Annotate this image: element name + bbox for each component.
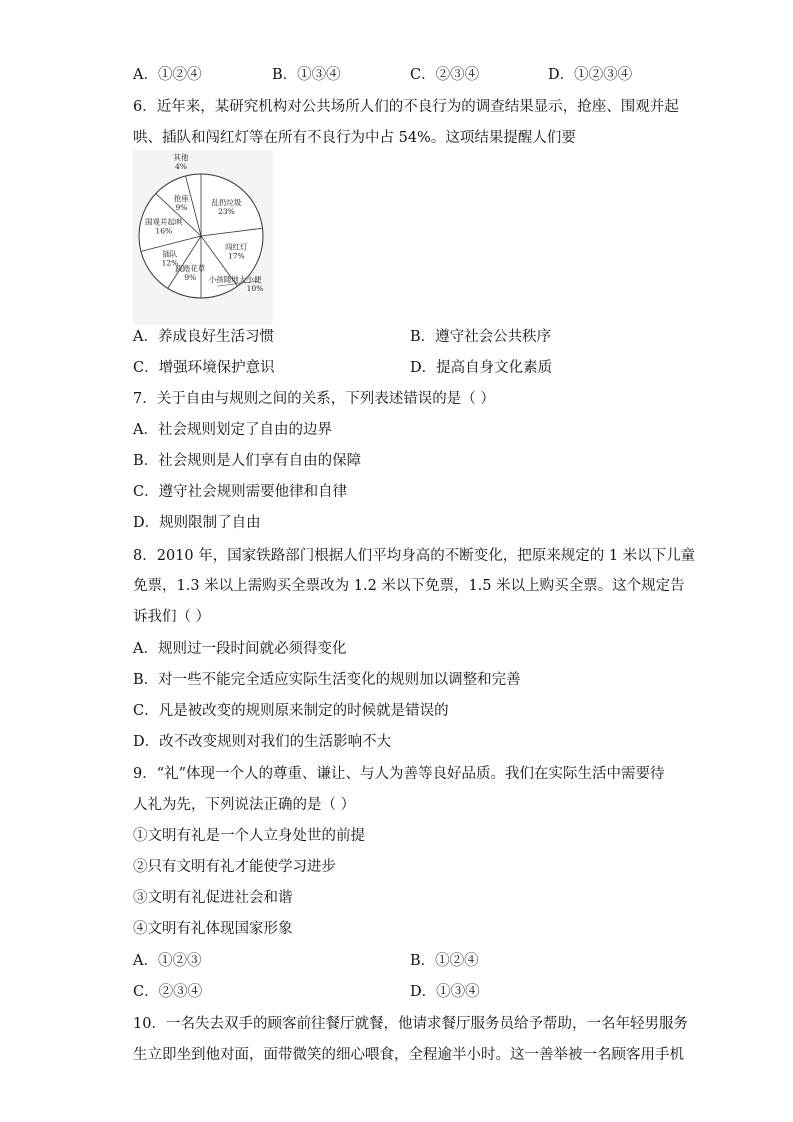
pie-value-label: 17% bbox=[227, 251, 245, 261]
q7-stem: 7．关于自由与规则之间的关系，下列表述错误的是（ ） bbox=[133, 391, 495, 407]
pie-value-label: 23% bbox=[218, 207, 235, 217]
pie-category-label: 插队 bbox=[162, 249, 178, 259]
q9-statement-2: ②只有文明有礼才能使学习进步 bbox=[133, 859, 336, 875]
pie-value-label: 10% bbox=[246, 284, 264, 293]
pie-chart-svg bbox=[133, 150, 273, 325]
pie-value-label: 9% bbox=[175, 202, 188, 212]
q10-stem-line1: 10．一名失去双手的顾客前往餐厅就餐，他请求餐厅服务员给予帮助，一名年轻男服务 bbox=[133, 1016, 688, 1032]
pie-category-label: 其他 bbox=[173, 153, 189, 162]
q9-statement-1: ①文明有礼是一个人立身处世的前提 bbox=[133, 828, 365, 844]
q6-option-d[interactable]: D．提高自身文化素质 bbox=[410, 360, 553, 376]
pie-category-label: 围观并起哄 bbox=[145, 217, 183, 227]
q7-option-d[interactable]: D．规则限制了自由 bbox=[133, 515, 261, 531]
pie-value-label: 12% bbox=[161, 258, 179, 268]
q9-option-b[interactable]: B．①②④ bbox=[410, 953, 479, 969]
q6-option-a[interactable]: A．养成良好生活习惯 bbox=[133, 329, 274, 345]
pie-category-label: 抢座 bbox=[173, 193, 189, 203]
q8-option-c[interactable]: C．凡是被改变的规则原来制定的时候就是错误的 bbox=[133, 703, 449, 719]
q7-option-a[interactable]: A．社会规则划定了自由的边界 bbox=[133, 422, 332, 438]
q7-option-b[interactable]: B．社会规则是人们享有自由的保障 bbox=[133, 453, 362, 469]
q8-option-d[interactable]: D．改不改变规则对我们的生活影响不大 bbox=[133, 734, 392, 750]
q5-option-c[interactable]: C．②③④ bbox=[410, 67, 480, 83]
q5-option-a[interactable]: A．①②④ bbox=[133, 67, 202, 83]
pie-category-label: 小孩随地大小便 bbox=[208, 275, 262, 284]
pie-category-label: 践踏花草 bbox=[175, 263, 206, 273]
q9-statement-3: ③文明有礼促进社会和谐 bbox=[133, 890, 293, 906]
q8-option-a[interactable]: A．规则过一段时间就必须得变化 bbox=[133, 641, 347, 657]
q8-option-b[interactable]: B．对一些不能完全适应实际生活变化的规则加以调整和完善 bbox=[133, 672, 521, 688]
q6-option-c[interactable]: C．增强环境保护意识 bbox=[133, 360, 275, 376]
pie-chart bbox=[133, 150, 273, 325]
q10-stem-line2: 生立即坐到他对面，面带微笑的细心喂食，全程逾半小时。这一善举被一名顾客用手机 bbox=[133, 1047, 684, 1063]
q8-stem-line1: 8．2010 年，国家铁路部门根据人们平均身高的不断变化，把原来规定的 1 米以下儿童 bbox=[133, 548, 696, 564]
pie-value-label: 16% bbox=[155, 226, 173, 236]
q5-option-d[interactable]: D．①②③④ bbox=[548, 67, 633, 83]
q8-stem-line3: 诉我们（ ） bbox=[133, 609, 211, 625]
q9-statement-4: ④文明有礼体现国家形象 bbox=[133, 921, 293, 937]
q6-stem-line1: 6．近年来，某研究机构对公共场所人们的不良行为的调查结果显示，抢座、围观并起 bbox=[133, 99, 679, 115]
pie-category-label: 闯红灯 bbox=[225, 242, 248, 252]
q9-stem-line2: 人礼为先，下列说法正确的是（ ） bbox=[133, 797, 356, 813]
pie-category-label: 乱扔垃圾 bbox=[211, 198, 242, 208]
q7-option-c[interactable]: C．遵守社会规则需要他律和自律 bbox=[133, 484, 348, 500]
q9-option-d[interactable]: D．①③④ bbox=[410, 984, 480, 1000]
pie-value-label: 4% bbox=[175, 162, 187, 171]
q5-option-b[interactable]: B．①③④ bbox=[272, 67, 341, 83]
pie-value-label: 9% bbox=[184, 272, 197, 282]
q9-stem-line1: 9．“礼”体现一个人的尊重、谦让、与人为善等良好品质。我们在实际生活中需要待 bbox=[133, 766, 665, 782]
q6-option-b[interactable]: B．遵守社会公共秩序 bbox=[410, 329, 552, 345]
q9-option-c[interactable]: C．②③④ bbox=[133, 984, 203, 1000]
q8-stem-line2: 免票，1.3 米以上需购买全票改为 1.2 米以下免票，1.5 米以上购买全票。这个规定告 bbox=[133, 578, 685, 594]
q9-option-a[interactable]: A．①②③ bbox=[133, 953, 202, 969]
q6-stem-line2: 哄、插队和闯红灯等在所有不良行为中占 54%。这项结果提醒人们要 bbox=[133, 130, 576, 146]
